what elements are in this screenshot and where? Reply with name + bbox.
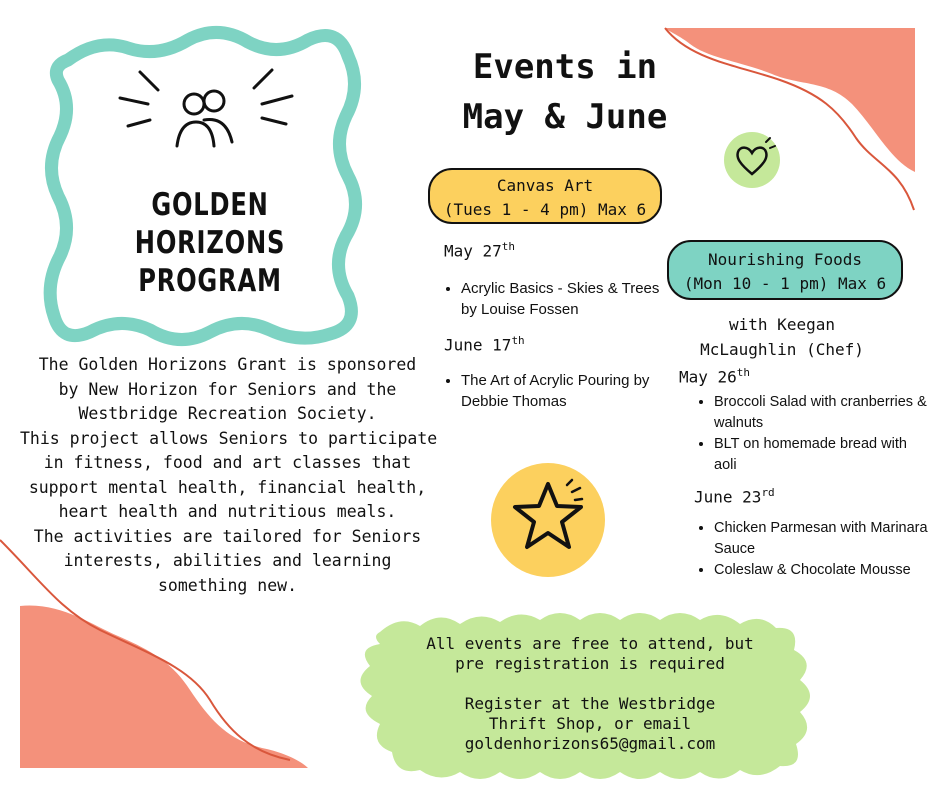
date-suffix: rd [761, 486, 775, 499]
list-item: • Coleslaw & Chocolate Mousse [714, 560, 928, 581]
chef-line-2: McLaughlin (Chef) [700, 340, 864, 359]
foods-title: Nourishing Foods [707, 250, 863, 269]
people-icon [120, 70, 292, 146]
title-line-2: May & June [462, 97, 668, 137]
logo-line-3: PROGRAM [138, 263, 282, 299]
bottom-left-blob [20, 606, 308, 768]
canvas-art-schedule: (Tues 1 - 4 pm) Max 6 [443, 200, 647, 219]
page-title [430, 42, 700, 142]
date-text: June 23 [694, 487, 762, 507]
description-line: The activities are tailored for Seniors [33, 526, 422, 546]
heart-circle [724, 132, 780, 188]
foods-date-2 [694, 486, 775, 506]
registration-line: Thrift Shop, or email [488, 714, 692, 733]
list-item: • The Art of Acrylic Pouring by Debbie Thomas [461, 371, 651, 412]
description-line: support mental health, financial health, [28, 477, 427, 497]
registration-line: All events are free to attend, but [426, 634, 754, 653]
registration-line: pre registration is required [455, 654, 725, 673]
date-text: May 27 [444, 241, 502, 261]
description-line: Westbridge Recreation Society. [78, 404, 377, 423]
list-item: • Acrylic Basics - Skies & Trees by Louise Fossen [461, 279, 671, 320]
logo-line-1: GOLDEN [151, 187, 269, 223]
date-text: May 26 [679, 367, 737, 387]
title-line-1: Events in [472, 47, 658, 87]
description-line: heart health and nutritious meals. [58, 502, 397, 521]
canvas-date-1 [444, 240, 515, 260]
list-item: • Chicken Parmesan with Marinara Sauce [714, 518, 928, 560]
foods-list-2 [696, 518, 928, 581]
chef-line-1: with Keegan [729, 315, 835, 334]
canvas-date-2 [444, 334, 525, 354]
canvas-list-2 [443, 371, 651, 412]
program-description [20, 353, 438, 598]
foods-list-1 [696, 392, 928, 476]
description-line: This project allows Seniors to participate [20, 428, 438, 448]
list-item: • BLT on homemade bread with aoli [714, 434, 928, 476]
canvas-art-title: Canvas Art [496, 176, 594, 195]
logo-text [124, 186, 296, 300]
chef-credit [676, 312, 888, 362]
foods-schedule: (Mon 10 - 1 pm) Max 6 [683, 274, 887, 293]
registration-info [420, 634, 760, 754]
date-suffix: th [736, 366, 751, 379]
registration-line: Register at the Westbridge [464, 694, 716, 713]
logo-line-2: HORIZONS [134, 225, 286, 261]
description-line: something new. [157, 575, 298, 595]
description-line: The Golden Horizons Grant is sponsored [38, 355, 417, 374]
top-right-blob [665, 28, 915, 172]
canvas-list-1 [443, 279, 671, 320]
description-line: interests, abilities and learning [63, 551, 392, 570]
foods-date-1 [679, 366, 750, 386]
registration-email[interactable]: goldenhorizons65@gmail.com [464, 734, 716, 753]
canvas-art-label [428, 168, 662, 224]
date-text: June 17 [444, 335, 512, 355]
nourishing-foods-label [667, 240, 903, 300]
date-suffix: th [501, 240, 516, 253]
registration-line [420, 674, 760, 694]
star-circle [491, 463, 605, 577]
description-line: in fitness, food and art classes that [43, 453, 412, 472]
date-suffix: th [511, 334, 525, 347]
description-line: by New Horizon for Seniors and the [58, 379, 397, 399]
list-item: • Broccoli Salad with cranberries & walnuts [714, 392, 928, 434]
